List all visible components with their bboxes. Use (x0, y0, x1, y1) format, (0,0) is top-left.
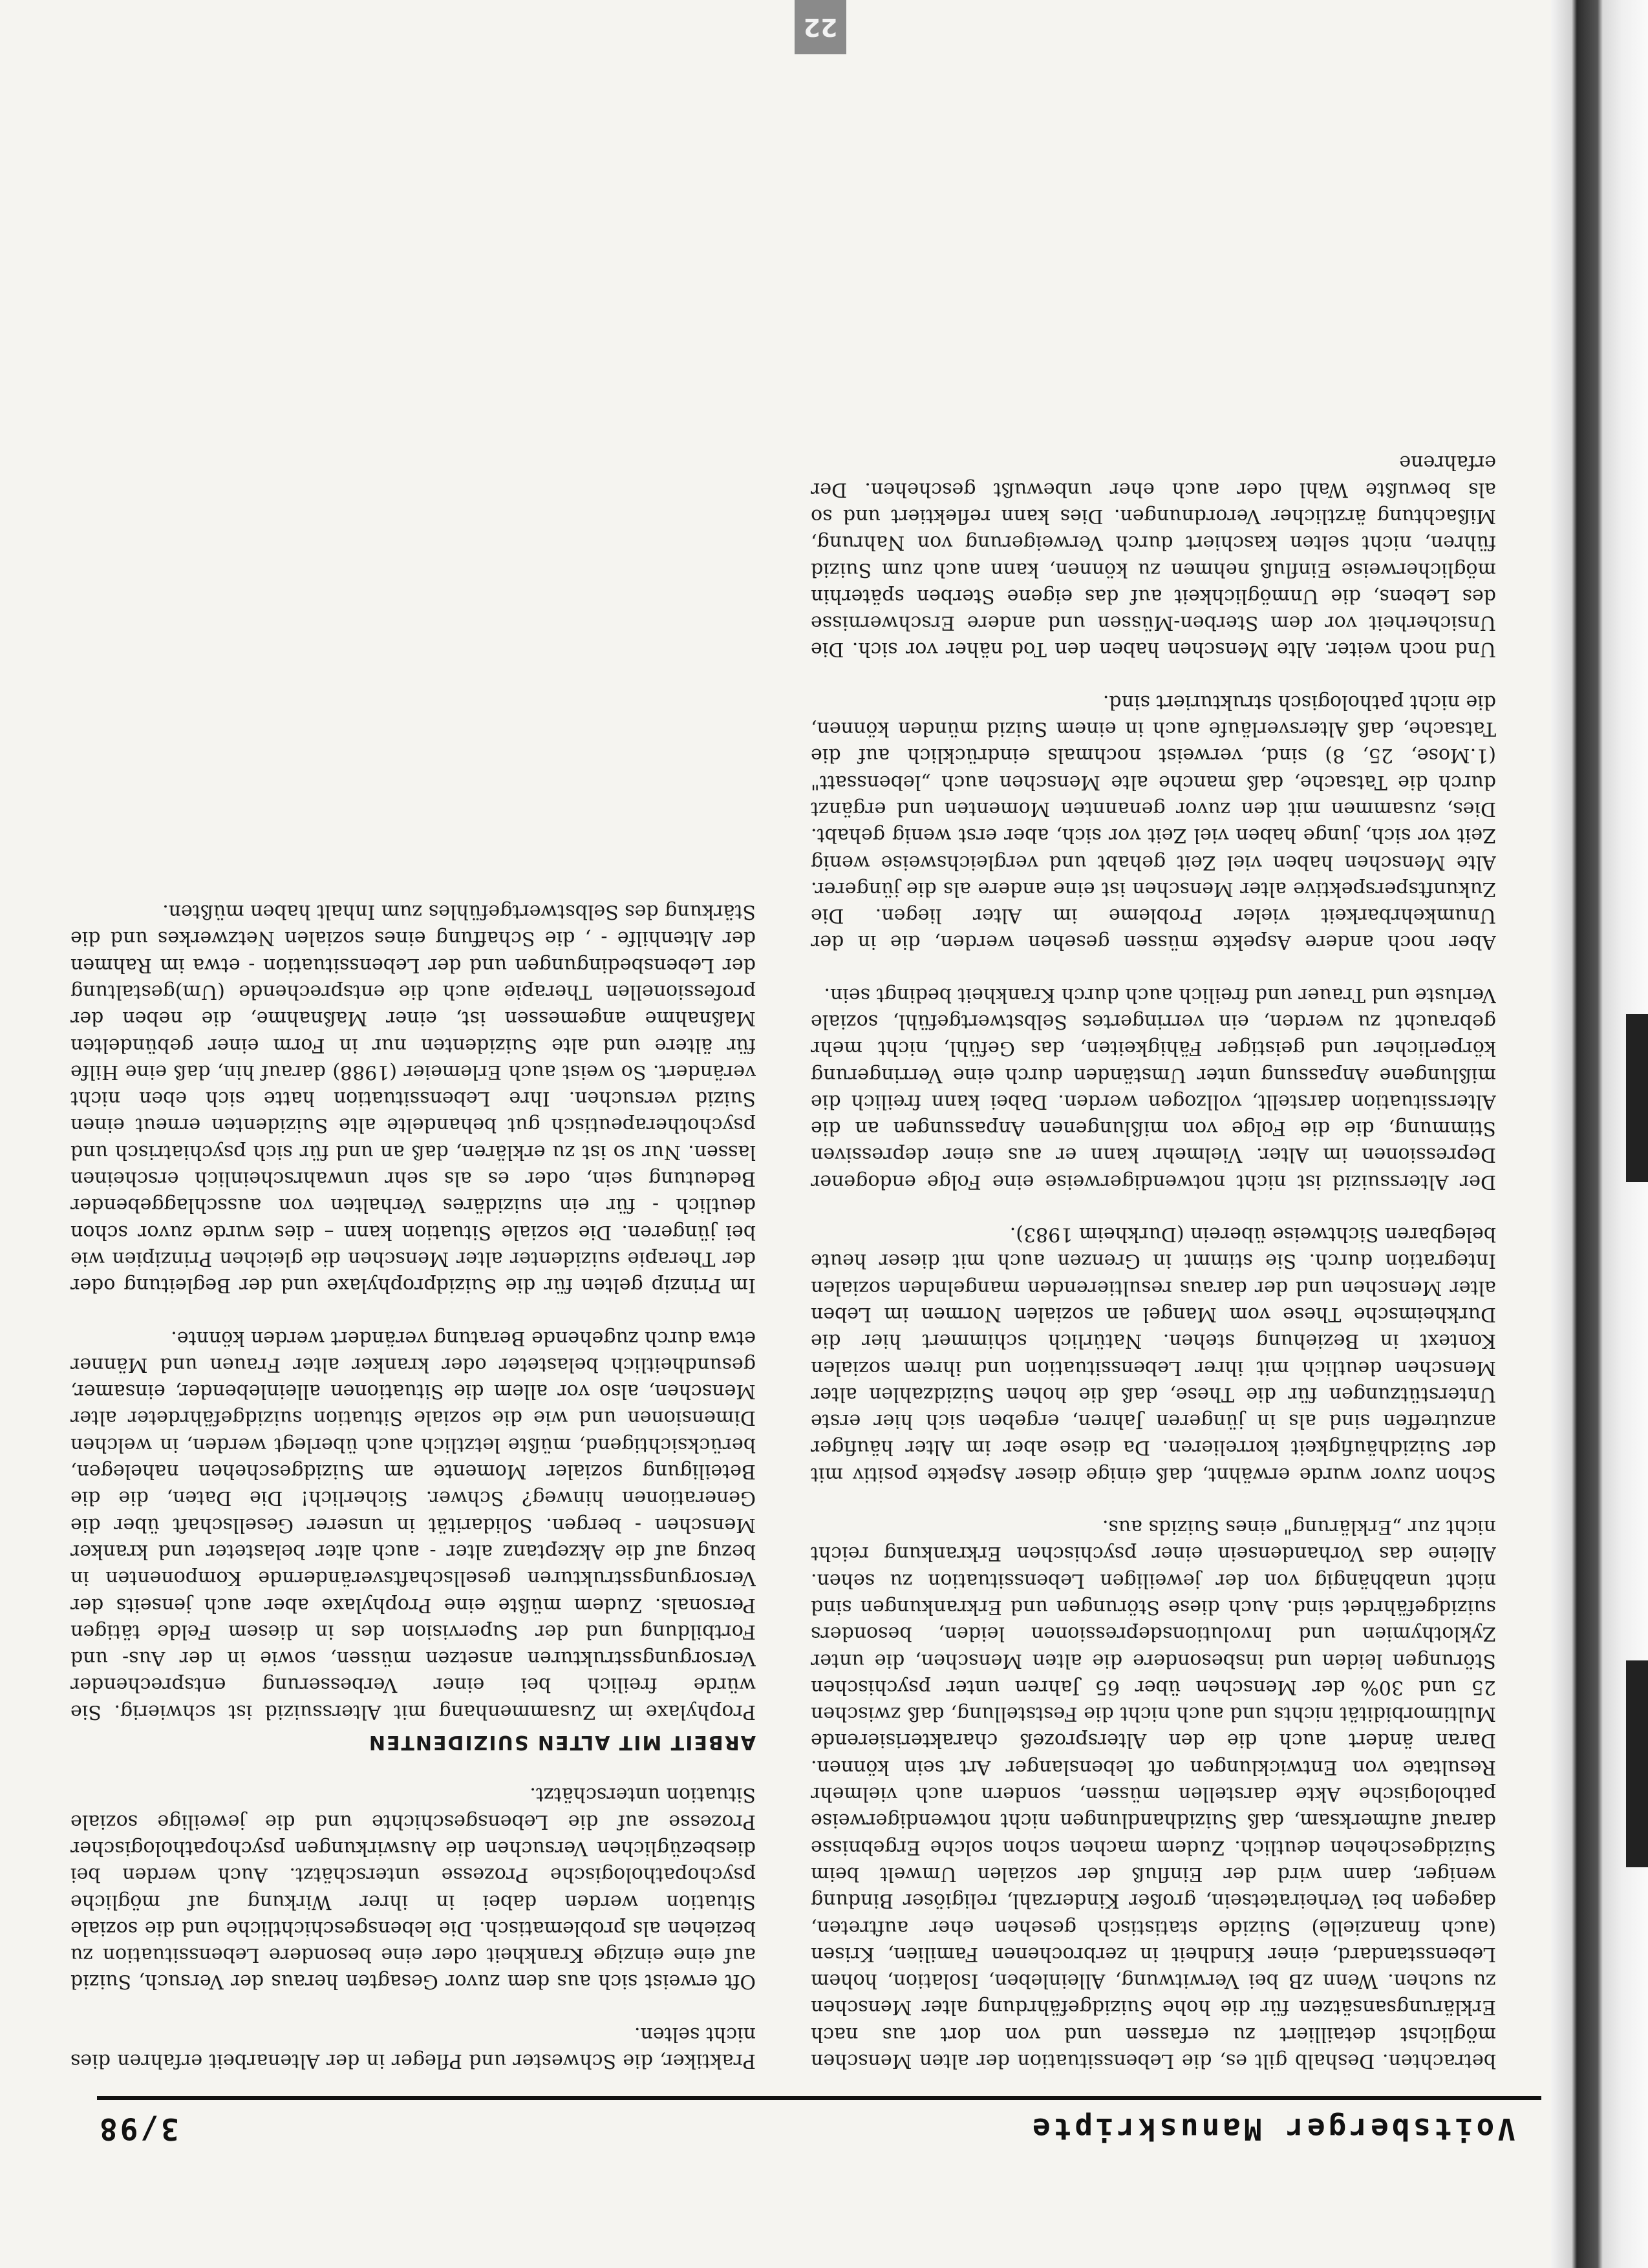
paragraph: Prophylaxe im Zusammenhang mit Alterssuizid ist schwierig. Sie würde freilich bei einer Verbesserung entsprechender Versorgungsstrukturen ansetzen müssen, sowie in der Aus- und Fortbildung und der Supervision des in diesem Felde tätigen Personals. Zudem müßte eine Prophylaxe aber auch jenseits der Versorgungsstrukturen gesellschaftsverändernde Komponenten in bezug auf die Akzeptanz alter - auch alter belasteter und kranker Menschen - bergen. Solidarität in unserer Gesellschaft über die Generationen hinweg? Schwer. Sicherlich! Die Daten, die die Beteiligung sozialer Momente am Suizidgeschehen nahelegen, berücksichtigend, müßte letztlich auch überlegt werden, in welchen Dimensionen und wie die soziale Situation suizidgefährdeter alter Menschen, also vor allem die Situationen alleinlebender, einsamer, gesundheitlich belasteter oder kranker alter Frauen und Männer etwa durch zugehende Beratung verändert werden könnte. (70, 1326, 756, 1723)
paragraph: betrachten. Deshalb gilt es, die Lebenssituation der alten Menschen möglichst detailliert zu erfassen und von dort aus nach Erklärungsansätzen für die hohe Suizidgefährdung alter Menschen zu suchen. Wenn zB bei Verwitwung, Alleinleben, Isolation, hohem Lebensstandard, einer Kindheit in zerbrochenen Familien, Krisen (auch finanzielle) Suizide statistisch gesehen eher auftreten, dagegen bei Verheiratetsein, großer Kinderzahl, religiöser Bindung weniger, dann wird der Einfluß der sozialen Umwelt beim Suizidgeschehen deutlich. Zudem machen schon solche Ergebnisse darauf aufmerksam, daß Suizidhandlungen nicht notwendigerweise pathologische Akte darstellen müssen, sondern auch vielmehr Resultate von Entwicklungen oft lebenslanger Art sein können. Daran ändert auch die den Altersprozeß charakterisierende Multimorbidität nichts und auch nicht die Feststellung, daß zwischen 25 und 30% der Menschen über 65 Jahren unter psychischen Störungen leiden und insbesondere die alten Menschen, die unter Zyklothymien und Involutionsdepressionen leiden, besonders suizidgefährdet sind. Auch diese Störungen und Erkrankungen sind nicht unabhängig von der jeweiligen Lebenssituation zu sehen. Alleine das Vorhandensein einer psychischen Erkrankung reicht nicht zur „Erklärung" eines Suizids aus. (811, 1516, 1496, 2072)
binding-edge (1551, 0, 1648, 2268)
text-column-right (70, 167, 756, 2074)
edge-shadow (1626, 1660, 1648, 1867)
paragraph: Aber noch andere Aspekte müssen gesehen werden, die in der Unumkehrbarkeit vieler Probleme im Alter liegen. Die Zukunftsperspektive alter Menschen ist eine andere als die jüngerer. Alte Menschen haben viel Zeit gehabt und vergleichsweise wenig Zeit vor sich, junge haben viel Zeit vor sich, aber erst wenig gehabt. Dies, zusammen mit den zuvor genannten Momenten und ergänzt durch die Tatsache, daß manche alte Menschen auch „lebenssatt" (1.Mose, 25, 8) sind, verweist nochmals eindrücklich auf die Tatsache, daß Altersverläufe auch in einem Suizid münden können, die nicht pathologisch strukturiert sind. (811, 690, 1496, 954)
paragraph: Oft erweist sich aus dem zuvor Gesagten heraus der Versuch, Suizid auf eine einzige Krankheit oder eine besondere Lebenssituation zu beziehen als problematisch. Die lebensgeschichtliche und die soziale Situation werden dabei in ihrer Wirkung auf mögliche psychopathologische Prozesse unterschätzt. Auch werden bei diesbezüglichen Versuchen die Auswirkungen psychopathologischer Prozesse auf die Lebensgeschichte und die jeweilige soziale Situation unterschätzt. (70, 1783, 756, 1993)
issue-number: 3/98 (97, 2112, 179, 2146)
page-number: 22 (795, 0, 846, 54)
text-column-left (811, 167, 1496, 2074)
section-heading: ARBEIT MIT ALTEN SUIZIDENTEN (367, 1731, 756, 1754)
paragraph: Im Prinzip gelten für die Suizidprophylaxe und der Begleitung oder der Therapie suizidenter alter Menschen die gleichen Prinzipien wie bei jüngeren. Die soziale Situation kann – dies wurde zuvor schon deutlich - für ein suizidäres Verhalten von ausschlaggebender Bedeutung sein, oder es als sehr unwahrscheinlich erscheinen lassen. Nur so ist zu erklären, daß an und für sich psychiatrisch und psychotherapeutisch gut behandelte alte Suizidenten erneut einen Suizid versuchen. Ihre Lebenssituation hatte sich eben nicht verändert. So weist auch Erlemeier (1988) darauf hin, daß eine Hilfe für ältere und alte Suizidenten nur in Form einer gebündelten Maßnahme angemessen ist, einer Maßnahme, die neben der professionellen Therapie auch die entsprechende (Um)gestaltung der Lebensbedingungen und der Lebenssituation - etwa im Rahmen der Altenhilfe - , die Schaffung eines sozialen Netzwerkes und die Stärkung des Selbstwertgefühles zum Inhalt haben müßten. (70, 900, 756, 1297)
journal-title: Voitsberger Manuskripte (1029, 2112, 1515, 2146)
paragraph: Schon zuvor wurde erwähnt, daß einige dieser Aspekte positiv mit der Suizidhäufigkeit korrelieren. Da diese aber im Alter häufiger anzutreffen sind als in jüngeren Jahren, ergeben sich hier erste Unterstützungen für die These, daß die hohen Suizidzahlen alter Menschen deutlich mit ihrer Lebenssituation und ihrem sozialen Kontext in Beziehung stehen. Natürlich schimmert hier die Durkheimsche These vom Mangel an sozialen Normen im Leben alter Menschen und der daraus resultierenden mangelnden sozialen Integration durch. Sie stimmt in Grenzen auch mit dieser heute belegbaren Sichtweise überein (Durkheim 1983). (811, 1223, 1496, 1486)
paragraph: Und noch weiter. Alte Menschen haben den Tod näher vor sich. Die Unsicherheit vor dem Sterben-Müssen und andere Erschwernisse des Lebens, die Unmöglichkeit auf das eigene Sterben späterhin möglicherweise Einfluß nehmen zu können, kann auch zum Suizid führen, nicht selten kaschiert durch Verweigerung von Nahrung, Mißachtung ärztlicher Verordnungen. Dies kann reflektiert und so als bewußte Wahl oder auch eher unbewußt geschehen. Der erfahrene (811, 451, 1496, 661)
paragraph: Praktiker, die Schwester und Pfleger in der Altenarbeit erfahren dies nicht selten. (70, 2022, 756, 2072)
paragraph: Der Alterssuizid ist nicht notwendigerweise eine Folge endogener Depressionen im Alter. Vielmehr kann er aus einer depressiven Stimmung, die die Folge von mißlungenen Anpassungen an die Alterssituation darstellt, vollzogen werden. Dabei kann freilich die mißlungene Anpassung unter Umständen durch eine Verringerung körperlicher und geistiger Fähigkeiten, das Gefühl, nicht mehr gebraucht zu werden, ein verringertes Selbstwertgefühl, soziale Verluste und Trauer und freilich auch durch Krankheit bedingt sein. (811, 983, 1496, 1193)
edge-shadow (1626, 1014, 1648, 1182)
page-header (97, 2096, 1541, 2171)
